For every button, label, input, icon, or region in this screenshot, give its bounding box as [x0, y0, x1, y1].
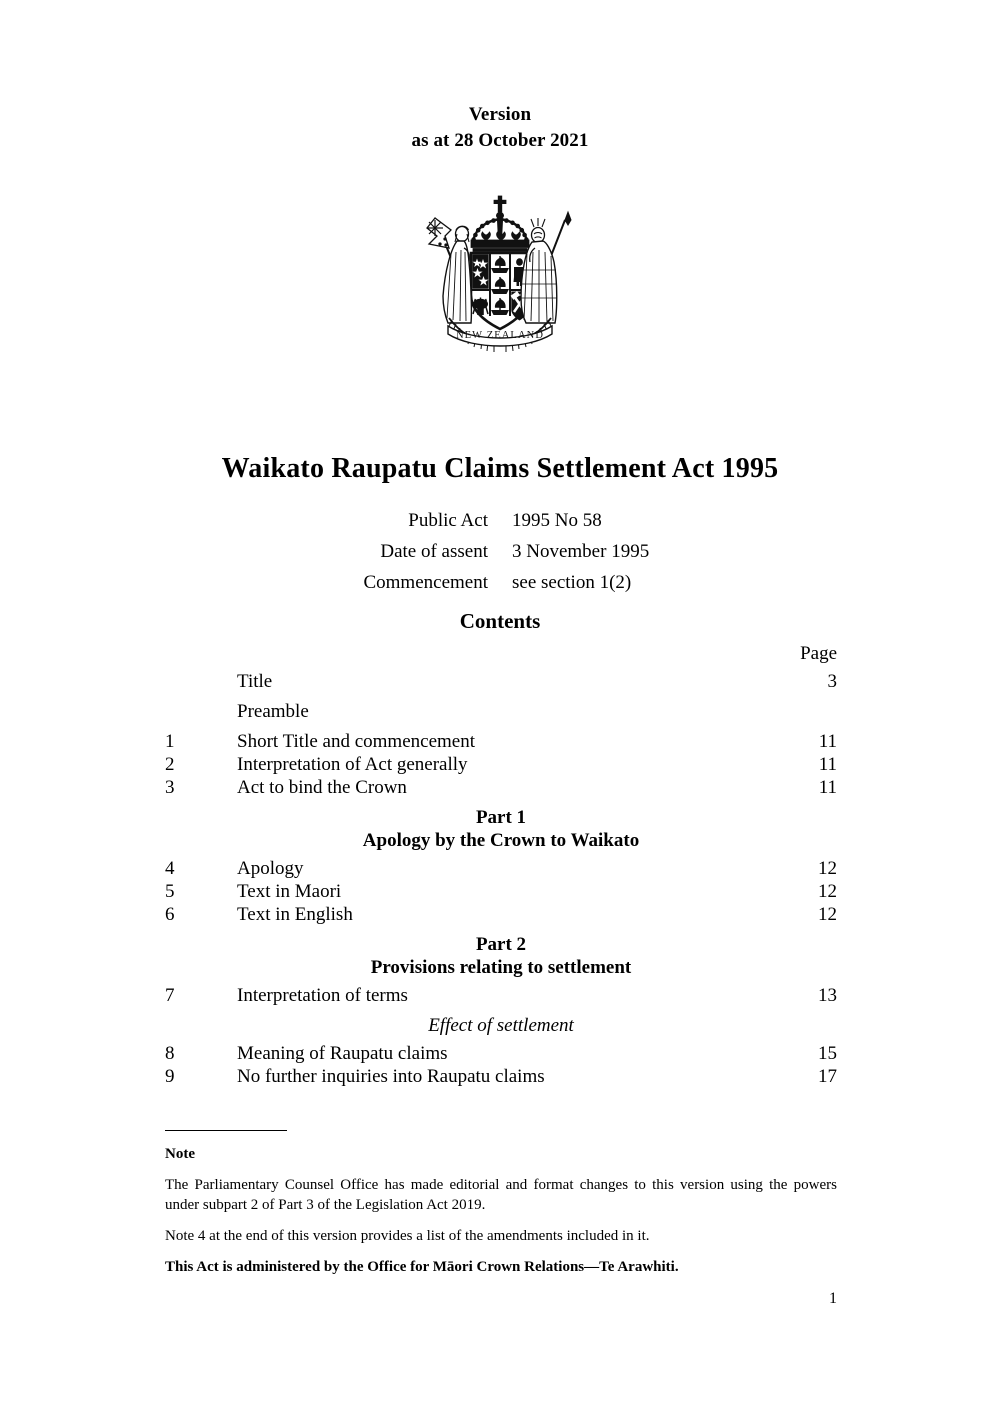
metadata-value: 1995 No 58 [512, 510, 602, 531]
contents-row-number: 3 [165, 777, 175, 798]
contents-crosshead: Effect of settlement [428, 1015, 574, 1036]
page-number: 1 [829, 1290, 837, 1307]
note-paragraph-amendments: Note 4 at the end of this version provides a list of the amendments included in it. [165, 1228, 650, 1244]
part-heading [165, 806, 837, 852]
contents-spacer [165, 723, 837, 730]
contents-row-label[interactable]: Meaning of Raupatu claims [237, 1043, 448, 1064]
contents-row-label[interactable]: Title [237, 671, 273, 692]
contents-row-number: 1 [165, 731, 175, 752]
contents-row-number: 4 [165, 858, 175, 879]
contents-row-number: 7 [165, 985, 175, 1006]
act-metadata [0, 505, 1000, 598]
contents-row-number: 2 [165, 754, 175, 775]
contents-row[interactable] [165, 880, 837, 903]
contents-row-number: 5 [165, 881, 175, 902]
part-heading-number: Part 2 [475, 934, 527, 955]
version-header [0, 102, 1000, 154]
contents-row-label[interactable]: Text in Maori [237, 881, 342, 902]
contents-row-label[interactable]: Short Title and commencement [237, 731, 476, 752]
svg-text:NEW ZEALAND: NEW ZEALAND [455, 330, 545, 341]
note-divider [165, 1130, 287, 1131]
contents-row-label[interactable]: Preamble [237, 701, 309, 722]
note-administered-by: This Act is administered by the Office for Māori Crown Relations—Te Arawhiti. [165, 1259, 679, 1275]
contents-row-page: 15 [818, 1043, 837, 1064]
contents-row-label[interactable]: Interpretation of terms [237, 985, 408, 1006]
contents-row-label[interactable]: Interpretation of Act generally [237, 754, 468, 775]
metadata-label: Commencement [363, 572, 488, 593]
contents-row[interactable] [165, 984, 837, 1007]
contents-row-label[interactable]: Apology [237, 858, 304, 879]
contents-row[interactable] [165, 857, 837, 880]
metadata-label: Date of assent [380, 541, 488, 562]
contents-row-page: 13 [818, 985, 837, 1006]
metadata-label: Public Act [408, 510, 488, 531]
contents-row[interactable] [165, 730, 837, 753]
metadata-row [0, 536, 1000, 567]
metadata-row [0, 505, 1000, 536]
contents-row-number: 6 [165, 904, 175, 925]
contents-row-label[interactable]: Act to bind the Crown [237, 777, 407, 798]
contents-row[interactable] [165, 903, 837, 926]
contents-row-page: 11 [818, 754, 837, 775]
page-title: Waikato Raupatu Claims Settlement Act 1995 [221, 453, 779, 484]
contents-row-label[interactable]: Text in English [237, 904, 353, 925]
contents-row-page: 11 [818, 777, 837, 798]
contents-row[interactable] [165, 1065, 837, 1088]
coat-of-arms-icon [415, 192, 585, 354]
contents-row-label[interactable]: No further inquiries into Raupatu claims [237, 1066, 545, 1087]
table-of-contents [165, 640, 837, 1088]
note-section [165, 1130, 837, 1277]
metadata-value: see section 1(2) [512, 572, 632, 593]
part-heading-title: Apology by the Crown to Waikato [362, 830, 640, 851]
note-paragraph-editorial: The Parliamentary Counsel Office has made editorial and format changes to this version using the powers under subpart 2 of Part 3 of the Legislation Act 2019. [165, 1177, 837, 1213]
metadata-value: 3 November 1995 [512, 541, 650, 562]
contents-row-number: 9 [165, 1066, 175, 1087]
contents-row[interactable] [165, 700, 837, 723]
version-date: as at 28 October 2021 [411, 130, 589, 151]
part-heading [165, 933, 837, 979]
part-heading-title: Provisions relating to settlement [370, 957, 632, 978]
contents-row-number: 8 [165, 1043, 175, 1064]
contents-row-page: 11 [818, 731, 837, 752]
contents-row[interactable] [165, 776, 837, 799]
contents-row[interactable] [165, 753, 837, 776]
contents-row-page: 3 [827, 671, 837, 692]
page-column-header: Page [800, 643, 837, 664]
contents-row-page: 17 [818, 1066, 837, 1087]
contents-row[interactable] [165, 1042, 837, 1065]
version-label: Version [468, 104, 532, 125]
part-heading-number: Part 1 [475, 807, 527, 828]
metadata-row [0, 567, 1000, 598]
contents-row[interactable] [165, 670, 837, 693]
contents-heading: Contents [459, 609, 541, 633]
contents-row-page: 12 [818, 904, 837, 925]
contents-spacer [165, 693, 837, 700]
contents-row-page: 12 [818, 881, 837, 902]
note-title: Note [165, 1146, 195, 1162]
contents-row-page: 12 [818, 858, 837, 879]
